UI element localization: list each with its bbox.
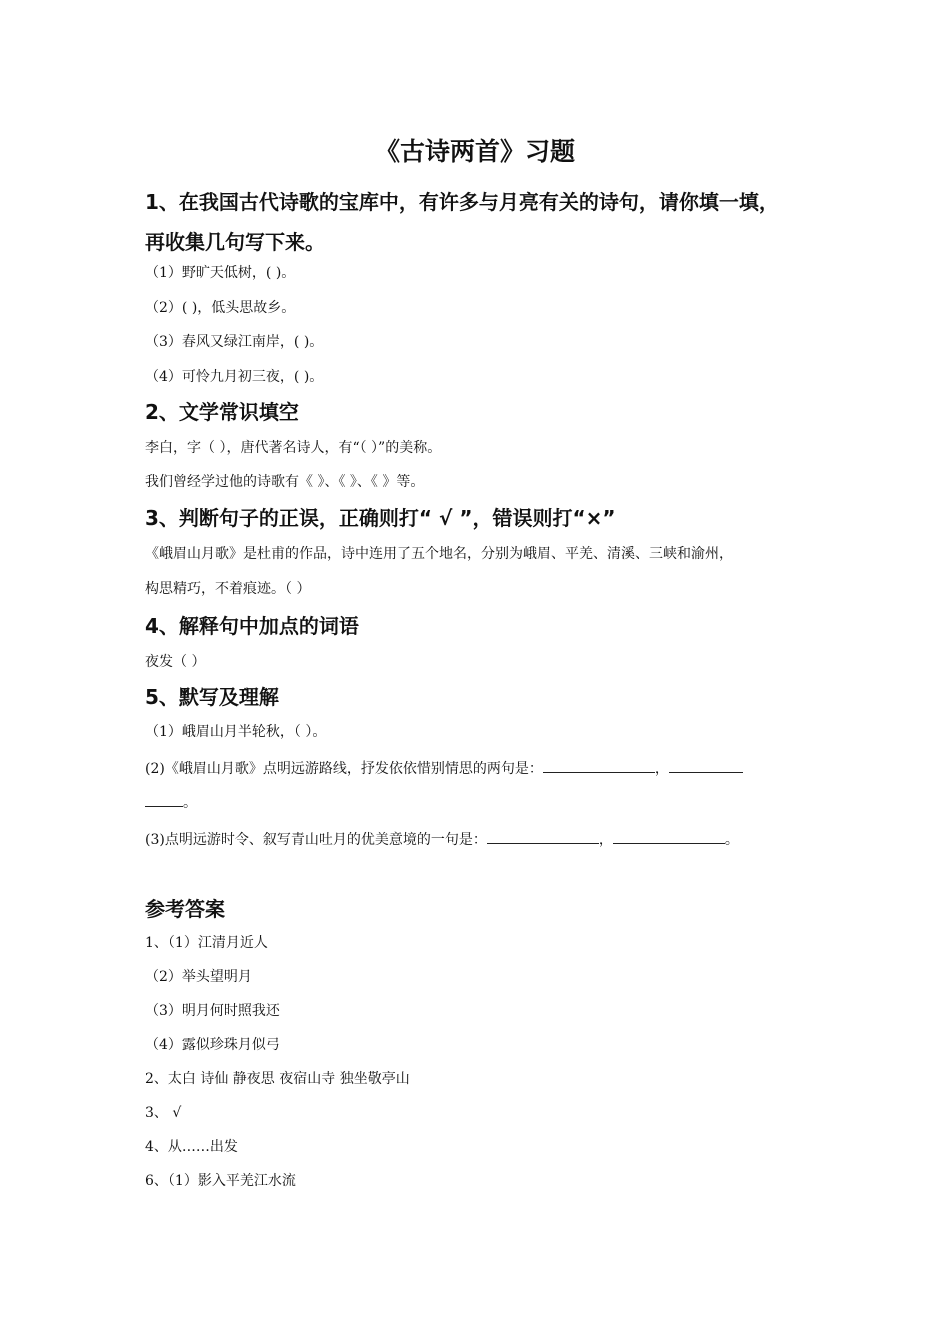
q4-line-1: 夜发（ ）	[145, 654, 206, 670]
answer-line: （2）举头望明月	[145, 969, 252, 985]
comma: ，	[598, 832, 613, 848]
comma: ，	[654, 761, 669, 777]
answer-line: 2、太白 诗仙 静夜思 夜宿山寺 独坐敬亭山	[145, 1071, 410, 1087]
answers-heading: 参考答案	[145, 897, 225, 921]
q1-item-3: （3）春风又绿江南岸，( )。	[145, 334, 324, 350]
q3-line-2: 构思精巧，不着痕迹。（ ）	[145, 581, 311, 597]
q5-line-3	[145, 792, 197, 812]
q5-line-2	[145, 758, 743, 778]
q1-heading-line2: 再收集几句写下来。	[145, 230, 325, 254]
q4-heading: 4、解释句中加点的词语	[145, 614, 359, 638]
q5-line-2-text: (2)《峨眉山月歌》点明远游路线，抒发依依惜别情思的两句是：	[145, 761, 543, 777]
answer-line: （3）明月何时照我还	[145, 1003, 280, 1019]
answer-blank	[613, 829, 725, 844]
answer-line: （4）露似珍珠月似弓	[145, 1037, 280, 1053]
answer-blank	[669, 758, 743, 773]
q2-heading: 2、文学常识填空	[145, 400, 299, 424]
answer-line: 6、（1）影入平羌江水流	[145, 1173, 296, 1189]
q1-item-4: （4）可怜九月初三夜，( )。	[145, 369, 324, 385]
q1-item-1: （1）野旷天低树，( )。	[145, 265, 296, 281]
q5-heading: 5、默写及理解	[145, 685, 279, 709]
q5-line-4	[145, 829, 739, 849]
q5-line-4-text: (3)点明远游时令、叙写青山吐月的优美意境的一句是：	[145, 832, 487, 848]
answer-blank	[487, 829, 599, 844]
q2-line-2: 我们曾经学过他的诗歌有《 》、《 》、《 》等。	[145, 474, 425, 490]
page-title: 《古诗两首》习题	[374, 137, 575, 166]
period: 。	[183, 795, 197, 811]
answer-line: 3、 √	[145, 1105, 182, 1121]
q1-heading-line1: 1、在我国古代诗歌的宝库中，有许多与月亮有关的诗句，请你填一填，	[145, 190, 779, 214]
answer-line: 4、从……出发	[145, 1139, 238, 1155]
q3-heading: 3、判断句子的正误，正确则打“ √ ”，错误则打“×”	[145, 506, 616, 530]
answer-blank	[145, 792, 183, 807]
answer-line: 1、（1）江清月近人	[145, 935, 268, 951]
period: 。	[724, 832, 739, 848]
q2-line-1: 李白，字（ ），唐代著名诗人，有“（ ）”的美称。	[145, 440, 442, 456]
q5-line-1: （1）峨眉山月半轮秋，（ ）。	[145, 724, 327, 740]
q1-item-2: （2）( )，低头思故乡。	[145, 300, 296, 316]
answer-blank	[543, 758, 655, 773]
q3-line-1: 《峨眉山月歌》是杜甫的作品，诗中连用了五个地名，分别为峨眉、平羌、清溪、三峡和渝州，	[145, 546, 733, 562]
